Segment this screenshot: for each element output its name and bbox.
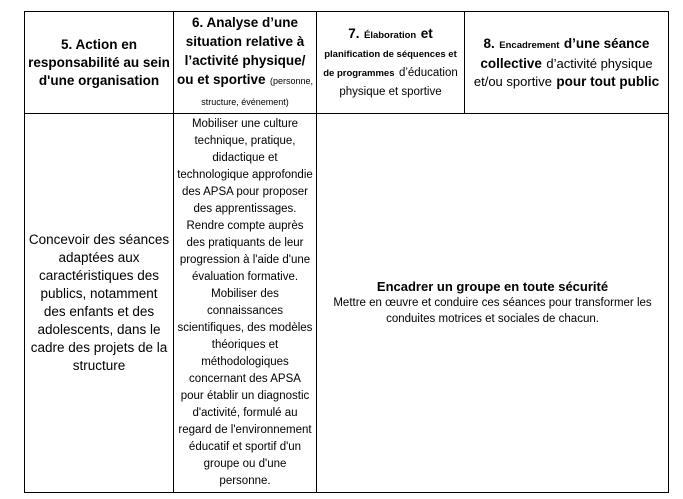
header-cell-analyse-situation xyxy=(174,12,317,114)
header-col3-et: et xyxy=(420,25,433,41)
header-col3-num: 7. xyxy=(348,25,360,41)
competency-table xyxy=(24,11,669,493)
header-col1-text: 5. Action en responsabilité au sein d'une organisation xyxy=(28,36,170,88)
header-col4-bold2: pour tout public xyxy=(556,73,660,89)
header-col4-small: Encadrement xyxy=(499,39,560,51)
table-header-row xyxy=(25,12,669,114)
header-col4-normal: d’activité physique et/ou sportive xyxy=(473,55,653,89)
body-col3-title: Encadrer un groupe en toute sécurité xyxy=(376,279,609,294)
body-cell-encadrer-groupe xyxy=(317,114,669,493)
table-body-row xyxy=(25,114,669,493)
header-cell-elaboration-planification xyxy=(317,12,465,114)
body-col1-text: Concevoir des séances adaptées aux caractéristiques des publics, notamment des enfants et des adolescents, dans le cadre des projets de la structure xyxy=(28,232,170,373)
body-cell-concevoir-seances xyxy=(25,114,174,493)
body-col2-text: Mobiliser une culture technique, pratique, didactique et technologique approfondie des APSA pour proposer des apprentissages. Rendre compte auprès des pratiquants de leur progression à l'aide d'une évaluation formative. Mobiliser des connaissances scientifiques, des modèles théoriques et méthodologiques concernant des APSA pour établir un diagnostic d'activité, formulé au regard de l'environnement éducatif et sportif d'un groupe ou d'une personne. xyxy=(177,118,313,487)
body-col3-text: Mettre en œuvre et conduire ces séances pour transformer les conduites motrices et sociales de chacun. xyxy=(333,297,652,325)
header-col2-sub: (personne, structure, événement) xyxy=(201,76,313,107)
header-cell-encadrement-seance xyxy=(465,12,669,114)
header-col4-num: 8. xyxy=(483,35,495,51)
header-col3-part2: planification de séquences et de programmes xyxy=(323,48,457,79)
header-cell-action-responsabilite xyxy=(25,12,174,114)
header-col3-rest: d’éducation physique et sportive xyxy=(339,66,458,98)
header-col3-part1: Élaboration xyxy=(363,29,417,41)
header-col4-bold1: d’une séance collective xyxy=(480,35,650,71)
header-col2-main: 6. Analyse d’une situation relative à l’activité physique/ ou et sportive xyxy=(177,15,306,87)
body-cell-mobiliser-culture xyxy=(174,114,317,493)
